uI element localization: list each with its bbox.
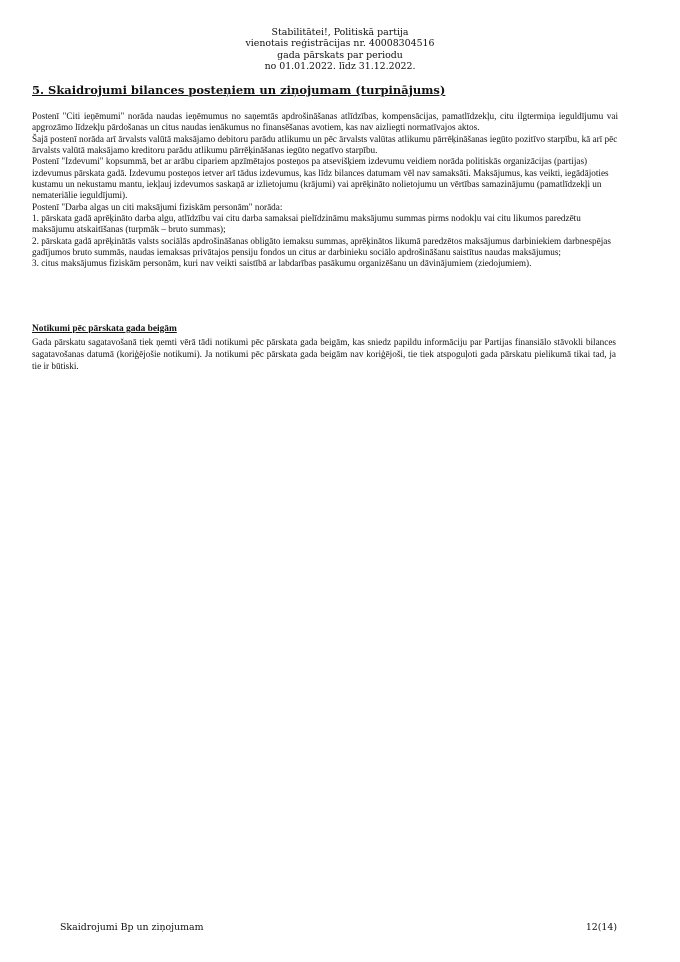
header-registration-number: vienotais reģistrācijas nr. 40008304516 — [245, 38, 435, 50]
paragraph-foreign-currency: Šajā postenī norāda arī ārvalsts valūtā maksājamo debitoru parādu atlikumu un pēc ārvalsts valūtas atlikumu pārrēķināšanas iegūto pozitīvo starpību, kā arī pēc ārvalsts valūtā maksājamo kreditoru parādu atlikumu pārrēķināšanas iegūto negatīvo starpību. — [32, 133, 618, 156]
paragraph-other-income: Postenī "Citi ieņēmumi" norāda naudas ieņēmumus no saņemtās apdrošināšanas atlīdzības, kompensācijas, pamatlīdzekļu, citu ilgtermiņa ieguldījumu vai apgrozāmo līdzekļu pārdošanas un citus naudas ienākumus no finansēšanas avotiem, kas nav aizliegti normatīvajos aktos. — [32, 111, 618, 133]
header-report-type: gada pārskats par periodu — [277, 49, 403, 61]
section-title: 5. Skaidrojumi bilances posteņiem un ziņojumam (turpinājums) — [32, 83, 446, 97]
events-paragraph: Gada pārskatu sagatavošanā tiek ņemti vērā tādi notikumi pēc pārskata gada beigām, kas sniedz papildu informāciju par Partijas finansiālo stāvokli bilances sagatavošanas datumā (koriģējošie notikumi). Ja notikumi pēc pārskata gada beigām nav koriģējoši, tie tiek atspoguļoti gada pārskatu pielikumā tikai tad, ja tie ir būtiski. — [32, 337, 616, 372]
header-period: no 01.01.2022. līdz 31.12.2022. — [264, 60, 416, 72]
footer-document-title: Skaidrojumi Bp un ziņojumam — [60, 922, 204, 933]
list-item-social-contributions: 2. pārskata gadā aprēķinātās valsts sociālās apdrošināšanas obligāto iemaksu summas, aprēķinātos likumā paredzētos maksājumus darbiniekiem darbnespējas gadījumos bruto summās, naudas iemaksas privātajos pensiju fondos un citus ar darbinieku sociālo apdrošināšanu saistītus naudas maksājumus; — [32, 235, 611, 258]
document-header — [0, 27, 680, 72]
list-item-other-payments: 3. citus maksājumus fiziskām personām, kuri nav veikti saistībā ar labdarības pasākumu organizēšanu un dāvinājumiem (ziedojumiem). — [32, 258, 532, 269]
paragraph-salaries-intro: Postenī "Darba algas un citi maksājumi fiziskām personām" norāda: — [32, 201, 283, 212]
events-body — [32, 336, 616, 373]
paragraph-expenses: Postenī "Izdevumi" kopsummā, bet ar arābu cipariem apzīmētajos posteņos pa atsevišķiem izdevumu veidiem norāda politiskās organizācijas (partijas) izdevumus pārskata gadā. Izdevumu posteņos ietver arī tādus izdevumus, kas līdz bilances datumam vēl nav samaksāti. Maksājumus, kas veikti, iegādājoties kustamu un nekustamu mantu, iekļauj izdevumos saskaņā ar izlietojumu (krājumi) vai aprēķināto nolietojumu un vērtības samazinājumu (pamatlīdzekļi un nemateriālie ieguldījumi). — [32, 156, 609, 201]
section-body — [32, 111, 618, 270]
list-item-gross-salaries: 1. pārskata gadā aprēķināto darba algu, atlīdzību vai citu darba samaksai pielīdzināmu maksājumu summas pirms nodokļu vai citu likumos paredzētu maksājumu atskaitīšanas (turpmāk – bruto summas); — [32, 213, 581, 235]
footer-page-number: 12(14) — [585, 922, 617, 933]
header-party-name: Stabilitātei!, Politiskā partija — [271, 27, 409, 38]
events-heading: Notikumi pēc pārskata gada beigām — [32, 324, 177, 334]
